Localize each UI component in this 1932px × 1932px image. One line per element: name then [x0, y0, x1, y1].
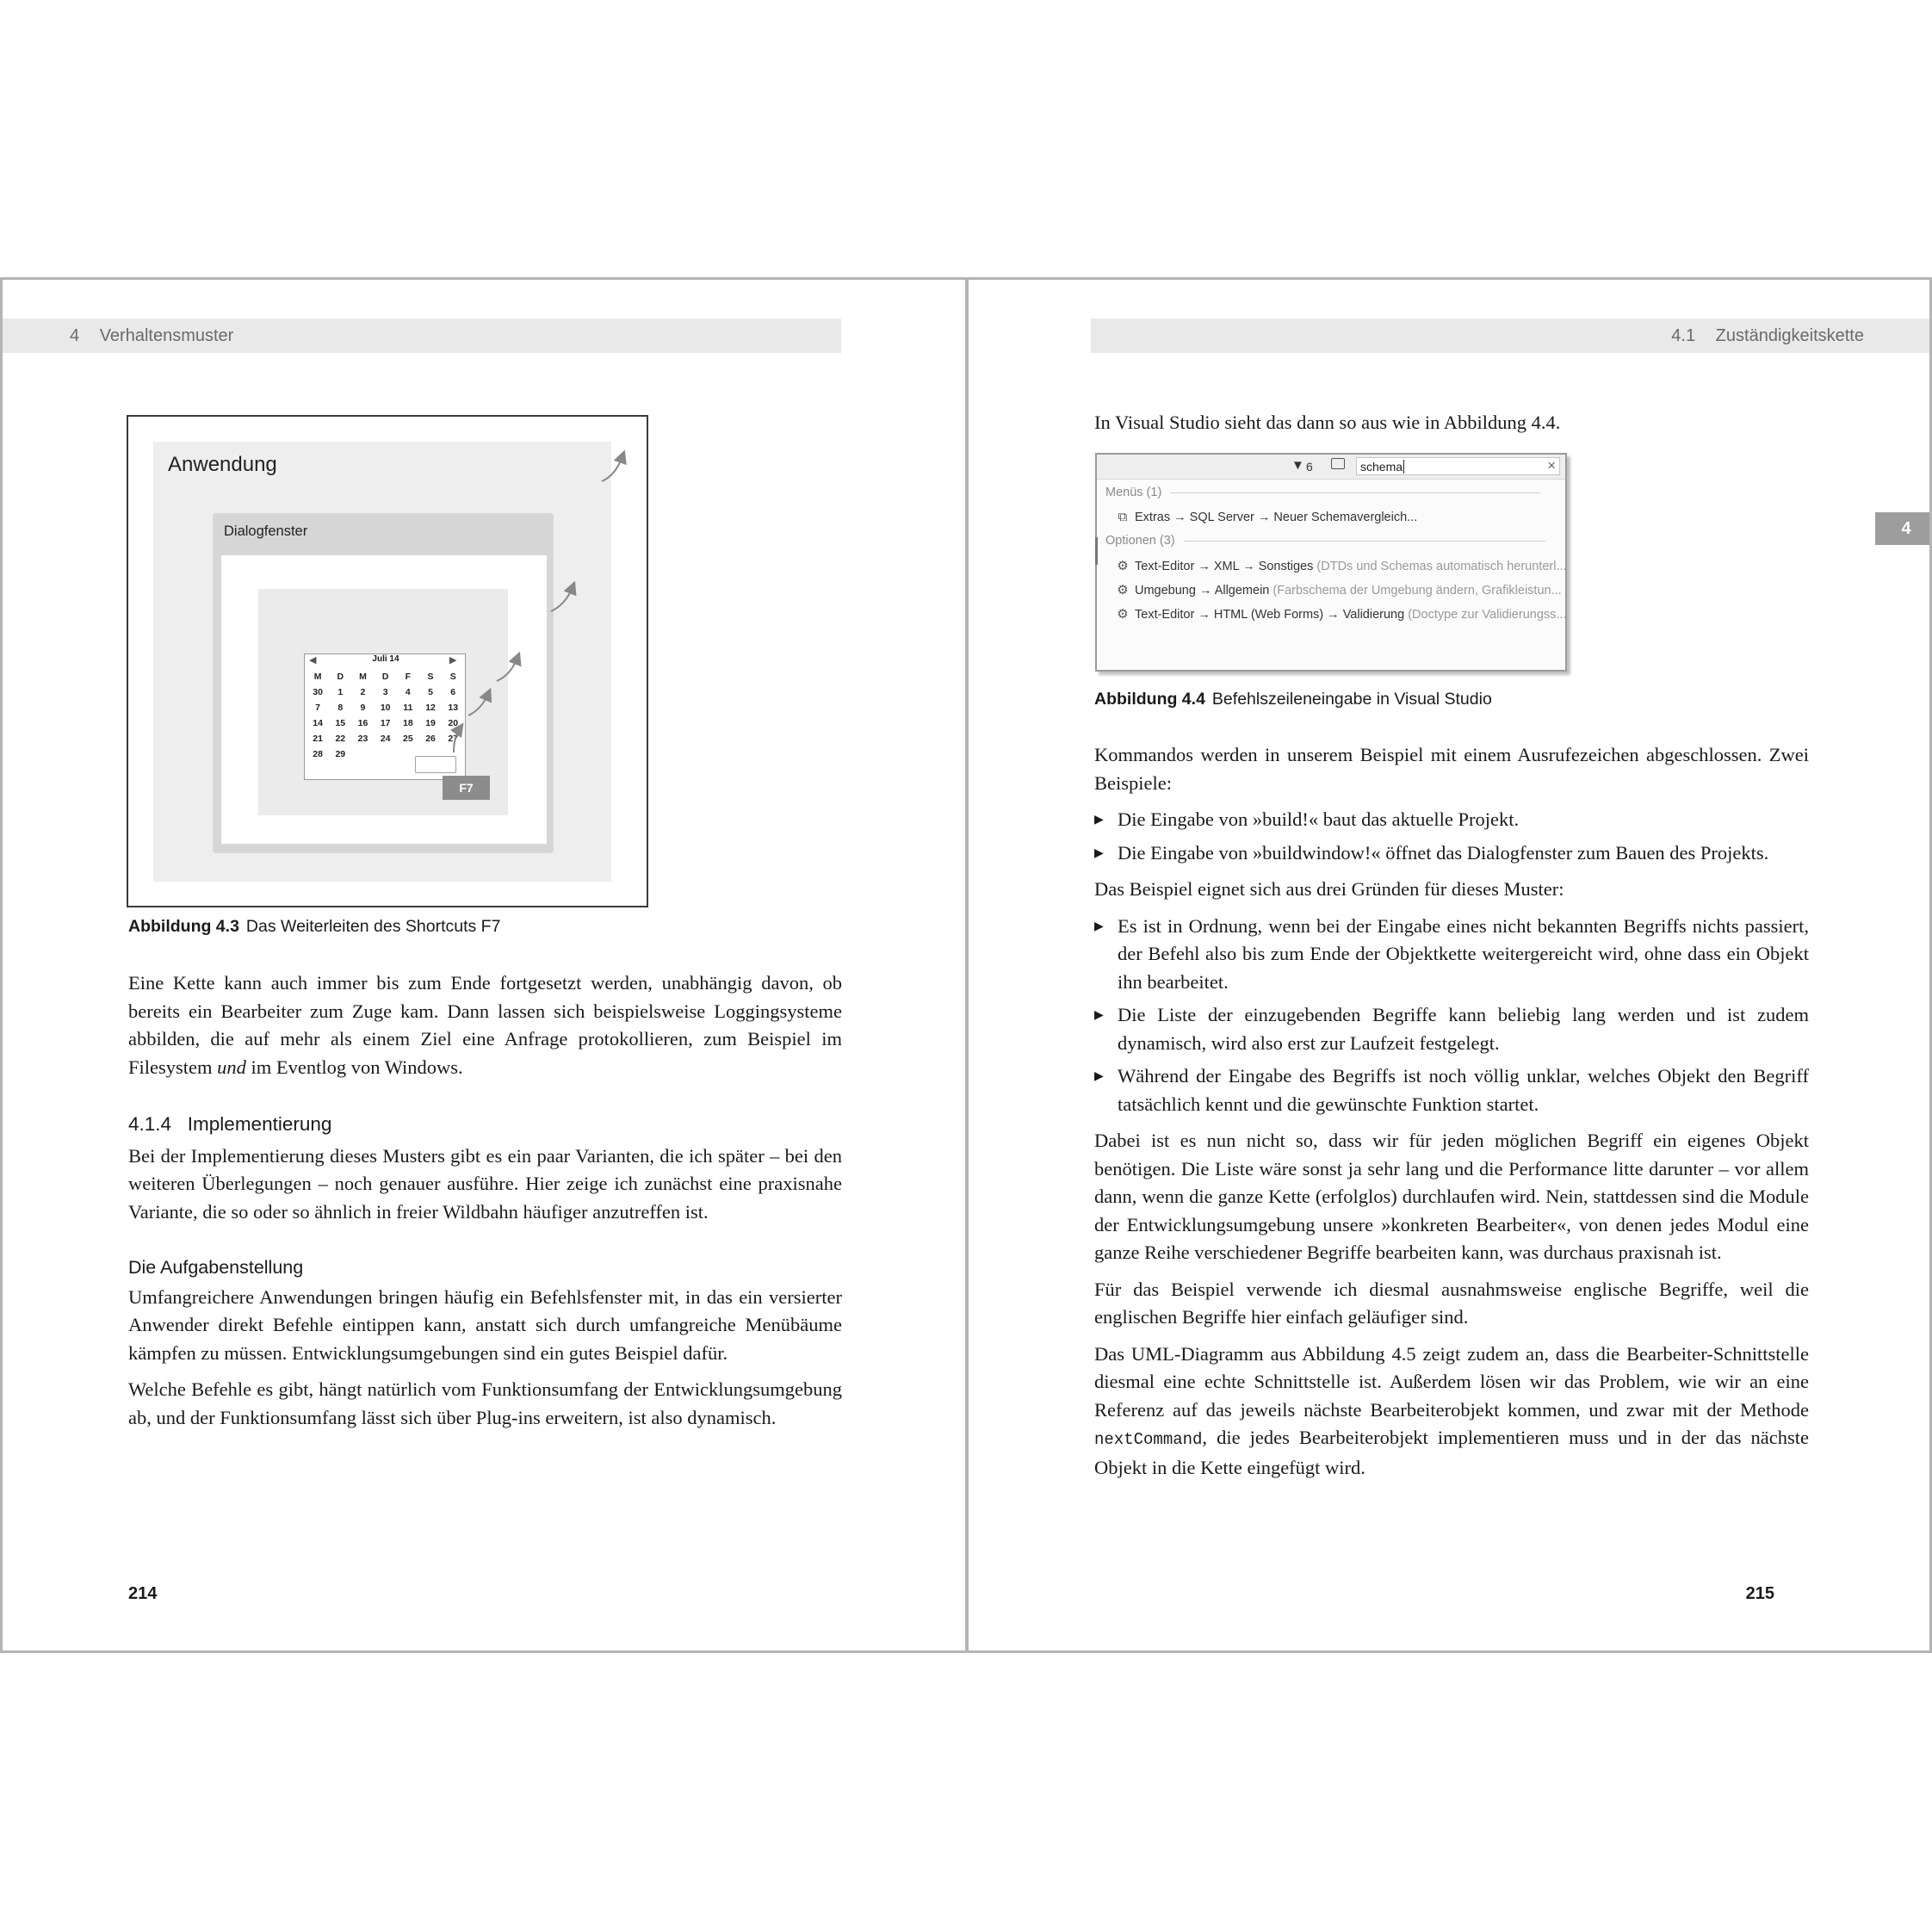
paragraph-task: Umfangreichere Anwendungen bringen häufig ein Befehlsfenster mit, in das ein versierter Anwender direkt Befehle eintippen kann, anstatt sich durch umfangreiche Menübäume kämpfen zu müssen. Entwicklungsumgebungen sind ein gutes Beispiel dafür. [128, 1285, 842, 1364]
calendar-day[interactable]: 17 [380, 718, 391, 728]
arrow-application-out [602, 456, 622, 481]
calendar-weekday: S [427, 672, 434, 682]
vs-search-bar [1097, 455, 1565, 480]
clear-search-icon[interactable]: × [1547, 457, 1556, 474]
gear-icon: ⚙ [1117, 559, 1129, 573]
calendar-weekday: S [449, 672, 456, 682]
calendar-day[interactable]: 25 [403, 734, 413, 744]
chapter-tab: 4 [1875, 512, 1932, 545]
calendar-day[interactable]: 27 [448, 734, 459, 744]
paragraph-commands-intro: Kommandos werden in unserem Beispiel mit einem Ausrufezeichen abgeschlossen. Zwei Beispiele: [1094, 744, 1809, 794]
code-next-command: nextCommand [1094, 1430, 1203, 1449]
arrow-panel-to-dialog [468, 694, 488, 715]
caption-label: Abbildung 4.4 [1094, 690, 1205, 709]
list-item: ▶ Während der Eingabe des Begriffs ist noch völlig unklar, welches Objekt den Begriff tatsächlich kennt und die gewünschte Funktion startet. [1094, 1062, 1809, 1118]
list-item: ▶ Die Eingabe von »build!« baut das aktuelle Projekt. [1094, 806, 1809, 834]
calendar-day[interactable]: 8 [337, 703, 344, 713]
filter-count: 6 [1306, 460, 1313, 474]
calendar-day[interactable]: 10 [380, 703, 391, 713]
subheading: Die Aufgabenstellung [128, 1257, 304, 1278]
running-header-left [3, 319, 841, 353]
gear-icon: ⚙ [1117, 583, 1129, 598]
caption-label: Abbildung 4.3 [128, 917, 239, 936]
calendar-day[interactable]: 30 [313, 687, 323, 697]
figure-4-3-caption [128, 917, 500, 937]
calendar-day[interactable]: 23 [357, 734, 368, 744]
calendar-day[interactable]: 15 [335, 718, 346, 728]
gear-icon: ⚙ [1117, 607, 1129, 622]
options-category: Optionen (3) [1105, 534, 1574, 548]
application-label: Anwendung [168, 453, 277, 476]
caption-text: Befehlszeileneingabe in Visual Studio [1211, 690, 1492, 709]
compare-icon: ⧉ [1118, 510, 1128, 524]
calendar-day[interactable]: 3 [382, 687, 388, 697]
chapter-title: Verhaltensmuster [99, 326, 234, 345]
search-value: schema [1360, 460, 1403, 474]
paragraph-modules: Dabei ist es nun nicht so, dass wir für jeden möglichen Begriff ein eigenes Objekt benötigen. Die Liste wäre sonst ja sehr lang und die Performance litte darunter – vor allem dann, wenn die ganze Kette (erfolglos) durchlaufen wird. Nein, stattdessen sind die Module der Entwicklungsumgebung unsere »konkreten Bearbeiter«, von denen jedes Modul eine ganze Reihe verschiedener Begriffe bearbeiten kann, was durchaus praxisnah ist. [1094, 1130, 1809, 1263]
left-page [0, 277, 968, 1653]
calendar-day[interactable]: 5 [428, 687, 433, 697]
list-item: ▶ Die Liste der einzugebenden Begriffe kann beliebig lang werden und ist zudem dynamisch, wird also erst zur Laufzeit festgelegt. [1094, 1001, 1809, 1057]
dialog-label: Dialogfenster [224, 523, 308, 539]
arrow-window-to-application [551, 587, 573, 611]
calendar-day[interactable]: 29 [335, 749, 346, 759]
list-item: ▶ Es ist in Ordnung, wenn bei der Eingabe eines nicht bekannten Begriffs nichts passiert, der Befehl also bis zum Ende der Objektkette weitergereicht wird, ohne dass ein Objekt ihn bearbeitet. [1094, 913, 1809, 997]
figure-4-3 [127, 415, 648, 907]
calendar-weekday: D [381, 672, 389, 682]
section-title: Zuständigkeitskette [1715, 326, 1864, 345]
calendar-day[interactable]: 7 [315, 703, 321, 713]
f7-key: F7 [443, 776, 490, 800]
right-page [966, 277, 1932, 1653]
calendar-weekday: M [359, 672, 367, 682]
option-result-item[interactable]: ⚙ Text-Editor → XML → Sonstiges (DTDs und Schemas automatisch herunterl... [1117, 559, 1567, 573]
next-month-icon[interactable]: ▶ [449, 655, 457, 666]
calendar-day[interactable]: 28 [313, 749, 323, 759]
forwarding-arrows [128, 417, 650, 909]
list-item: ▶ Die Eingabe von »buildwindow!« öffnet das Dialogfenster zum Bauen des Projekts. [1094, 839, 1809, 868]
paragraph-logging: Eine Kette kann auch immer bis zum Ende fortgesetzt werden, unabhängig davon, ob bereits ein Bearbeiter zum Zuge kam. Dann lassen sich beispielsweise Loggingsysteme abbilden, die auf mehr als einem Ziel eine Anfrage protokollieren, zum Beispiel im Filesystem und im Eventlog von Windows. [128, 972, 842, 1078]
calendar-weekday: F [405, 672, 412, 682]
calendar-day[interactable]: 4 [405, 687, 411, 697]
arrow-dialog-to-window [497, 658, 517, 681]
calendar-day[interactable]: 18 [403, 718, 413, 728]
calendar-day[interactable]: 21 [313, 734, 323, 744]
figure-4-4 [1095, 453, 1567, 672]
paragraph-uml: Das UML-Diagramm aus Abbildung 4.5 zeigt zudem an, dass die Bearbeiter-Schnittstelle diesmal eine echte Schnittstelle ist. Außerdem lösen wir das Problem, wie wir an eine Referenz auf das jeweils nächste Bearbeiterobjekt kommen, und zwar mit der Methode nextCommand, die jedes Bearbeiterobjekt implementieren muss und in der das nächste Objekt in die Kette eingefügt wird. [1094, 1342, 1809, 1478]
page-number: 215 [1745, 1584, 1774, 1603]
paragraph-implementation: Bei der Implementierung dieses Musters gibt es ein paar Varianten, die ich später – bei den weiteren Überlegungen – noch genauer ausführe. Hier zeige ich zunächst eine praxisnahe Variante, die so oder so ähnlich in freier Wildbahn häufiger anzutreffen ist. [128, 1144, 842, 1223]
paragraph-commands: Welche Befehle es gibt, hängt natürlich vom Funktionsumfang der Entwicklungsumgebung ab, und der Funktionsumfang lässt sich über Plug-ins erweitern, ist also dynamisch. [128, 1378, 842, 1428]
paragraph-english-terms: Für das Beispiel verwende ich diesmal ausnahmsweise englische Begriffe, weil die englischen Begriffe hier einfach geläufiger sind. [1094, 1278, 1809, 1328]
examples-list [1094, 806, 1809, 867]
filter-icon[interactable]: ▼ [1291, 458, 1304, 473]
caption-text: Das Weiterleiten des Shortcuts F7 [245, 917, 501, 936]
intro-sentence: In Visual Studio sieht das dann so aus wie in Abbildung 4.4. [1094, 412, 1561, 433]
left-body-text [128, 969, 842, 1440]
page-number: 214 [128, 1584, 158, 1603]
menu-result-item[interactable]: ⧉ Extras → SQL Server → Neuer Schemavergleich... [1116, 510, 1584, 524]
previous-month-icon[interactable]: ◀ [309, 655, 317, 666]
calendar-day[interactable]: 2 [360, 687, 366, 697]
comment-icon[interactable] [1331, 458, 1345, 469]
calendar-weekday: M [313, 672, 322, 682]
calendar-day[interactable]: 22 [335, 734, 346, 744]
arrow-calendar-to-panel [454, 728, 460, 752]
calendar-day[interactable]: 24 [380, 734, 391, 744]
calendar-day[interactable]: 1 [337, 687, 344, 697]
option-result-item[interactable]: ⚙ Umgebung → Allgemein (Farbschema der Umgebung ändern, Grafikleistun... [1117, 583, 1562, 598]
calendar-month-label: Juli 14 [372, 654, 399, 664]
paragraph-reasons-intro: Das Beispiel eignet sich aus drei Gründen für dieses Muster: [1094, 878, 1564, 900]
left-edge-marker [1095, 537, 1098, 565]
option-result-item[interactable]: ⚙ Text-Editor → HTML (Web Forms) → Validierung (Doctype zur Validierungss... [1117, 607, 1567, 622]
menus-category: Menüs (1) [1105, 486, 1574, 499]
calendar-day[interactable]: 14 [313, 718, 323, 728]
calendar-day[interactable]: 26 [425, 734, 436, 744]
calendar-weekday: D [337, 672, 344, 682]
section-number: 4.1 [1671, 326, 1696, 345]
section-heading: 4.1.4 Implementierung [128, 1113, 332, 1135]
calendar-day[interactable]: 11 [403, 703, 413, 713]
chapter-number: 4 [70, 326, 80, 345]
running-header-right [1091, 319, 1932, 353]
figure-4-4-caption [1094, 690, 1492, 709]
calendar-day[interactable]: 12 [425, 703, 436, 713]
calendar-day[interactable]: 19 [425, 718, 436, 728]
calendar-day[interactable]: 20 [448, 718, 459, 728]
right-body-text [1094, 741, 1809, 1490]
calendar-day[interactable]: 16 [357, 718, 368, 728]
calendar-day[interactable]: 9 [360, 703, 366, 713]
calendar-day[interactable]: 13 [448, 703, 459, 713]
search-input[interactable] [1356, 457, 1560, 475]
reasons-list [1094, 913, 1809, 1119]
calendar-day[interactable]: 6 [450, 687, 456, 697]
